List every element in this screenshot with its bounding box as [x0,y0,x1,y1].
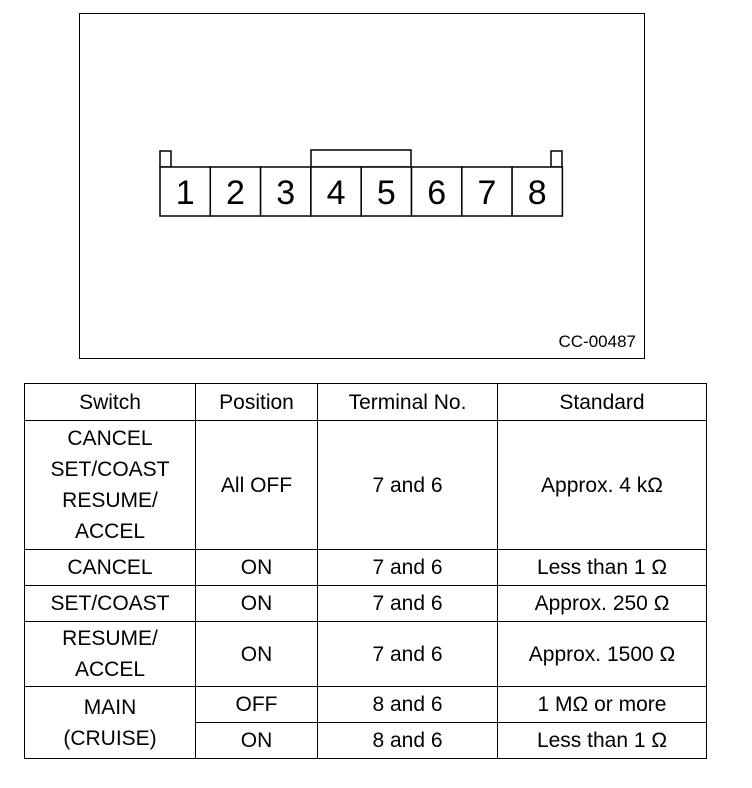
pin-cells [160,167,562,216]
cell-terminal: 7 and 6 [318,586,498,622]
cell-position: All OFF [196,421,318,550]
cell-standard: Approx. 4 kΩ [498,421,707,550]
table-header-row [25,384,707,421]
cell-terminal: 7 and 6 [318,421,498,550]
right-latch-tab [551,151,562,167]
cell-terminal: 7 and 6 [318,622,498,687]
cell-standard: Approx. 250 Ω [498,586,707,622]
cell-standard: Approx. 1500 Ω [498,622,707,687]
cell-position: ON [196,622,318,687]
cell-terminal: 7 and 6 [318,550,498,586]
table-row [25,421,707,550]
switch-label: MAIN (CRUISE) [63,695,157,750]
pin-number-3: 3 [276,174,296,212]
switch-label: CANCEL SET/COAST RESUME/ ACCEL [50,427,170,543]
pin-number-8: 8 [527,174,547,212]
cell-standard: Less than 1 Ω [498,723,707,759]
header-standard: Standard [498,384,707,421]
table-row [25,550,707,586]
cell-switch: SET/COAST [25,586,196,622]
cell-terminal: 8 and 6 [318,687,498,723]
cell-position: ON [196,723,318,759]
left-latch-tab [160,151,171,167]
cell-switch: CANCEL [25,550,196,586]
header-terminal: Terminal No. [318,384,498,421]
pin-number-1: 1 [175,174,195,212]
header-position: Position [196,384,318,421]
pin-number-7: 7 [477,174,497,212]
pin-number-6: 6 [427,174,447,212]
table-row [25,586,707,622]
pin-number-5: 5 [376,174,396,212]
center-key [311,150,411,167]
cell-position: OFF [196,687,318,723]
pin-number-2: 2 [225,174,245,212]
cell-switch [25,687,196,759]
connector-figure [79,13,645,359]
switch-label: RESUME/ ACCEL [62,627,158,681]
cell-switch [25,622,196,687]
table-row [25,622,707,687]
cell-position: ON [196,586,318,622]
figure-code: CC-00487 [558,332,636,351]
connector-diagram [80,14,646,360]
table-row [25,687,707,723]
pin-number-4: 4 [326,174,346,212]
cell-position: ON [196,550,318,586]
header-switch: Switch [25,384,196,421]
cell-standard: 1 MΩ or more [498,687,707,723]
cell-terminal: 8 and 6 [318,723,498,759]
cell-standard: Less than 1 Ω [498,550,707,586]
spec-table [24,383,707,759]
cell-switch [25,421,196,550]
